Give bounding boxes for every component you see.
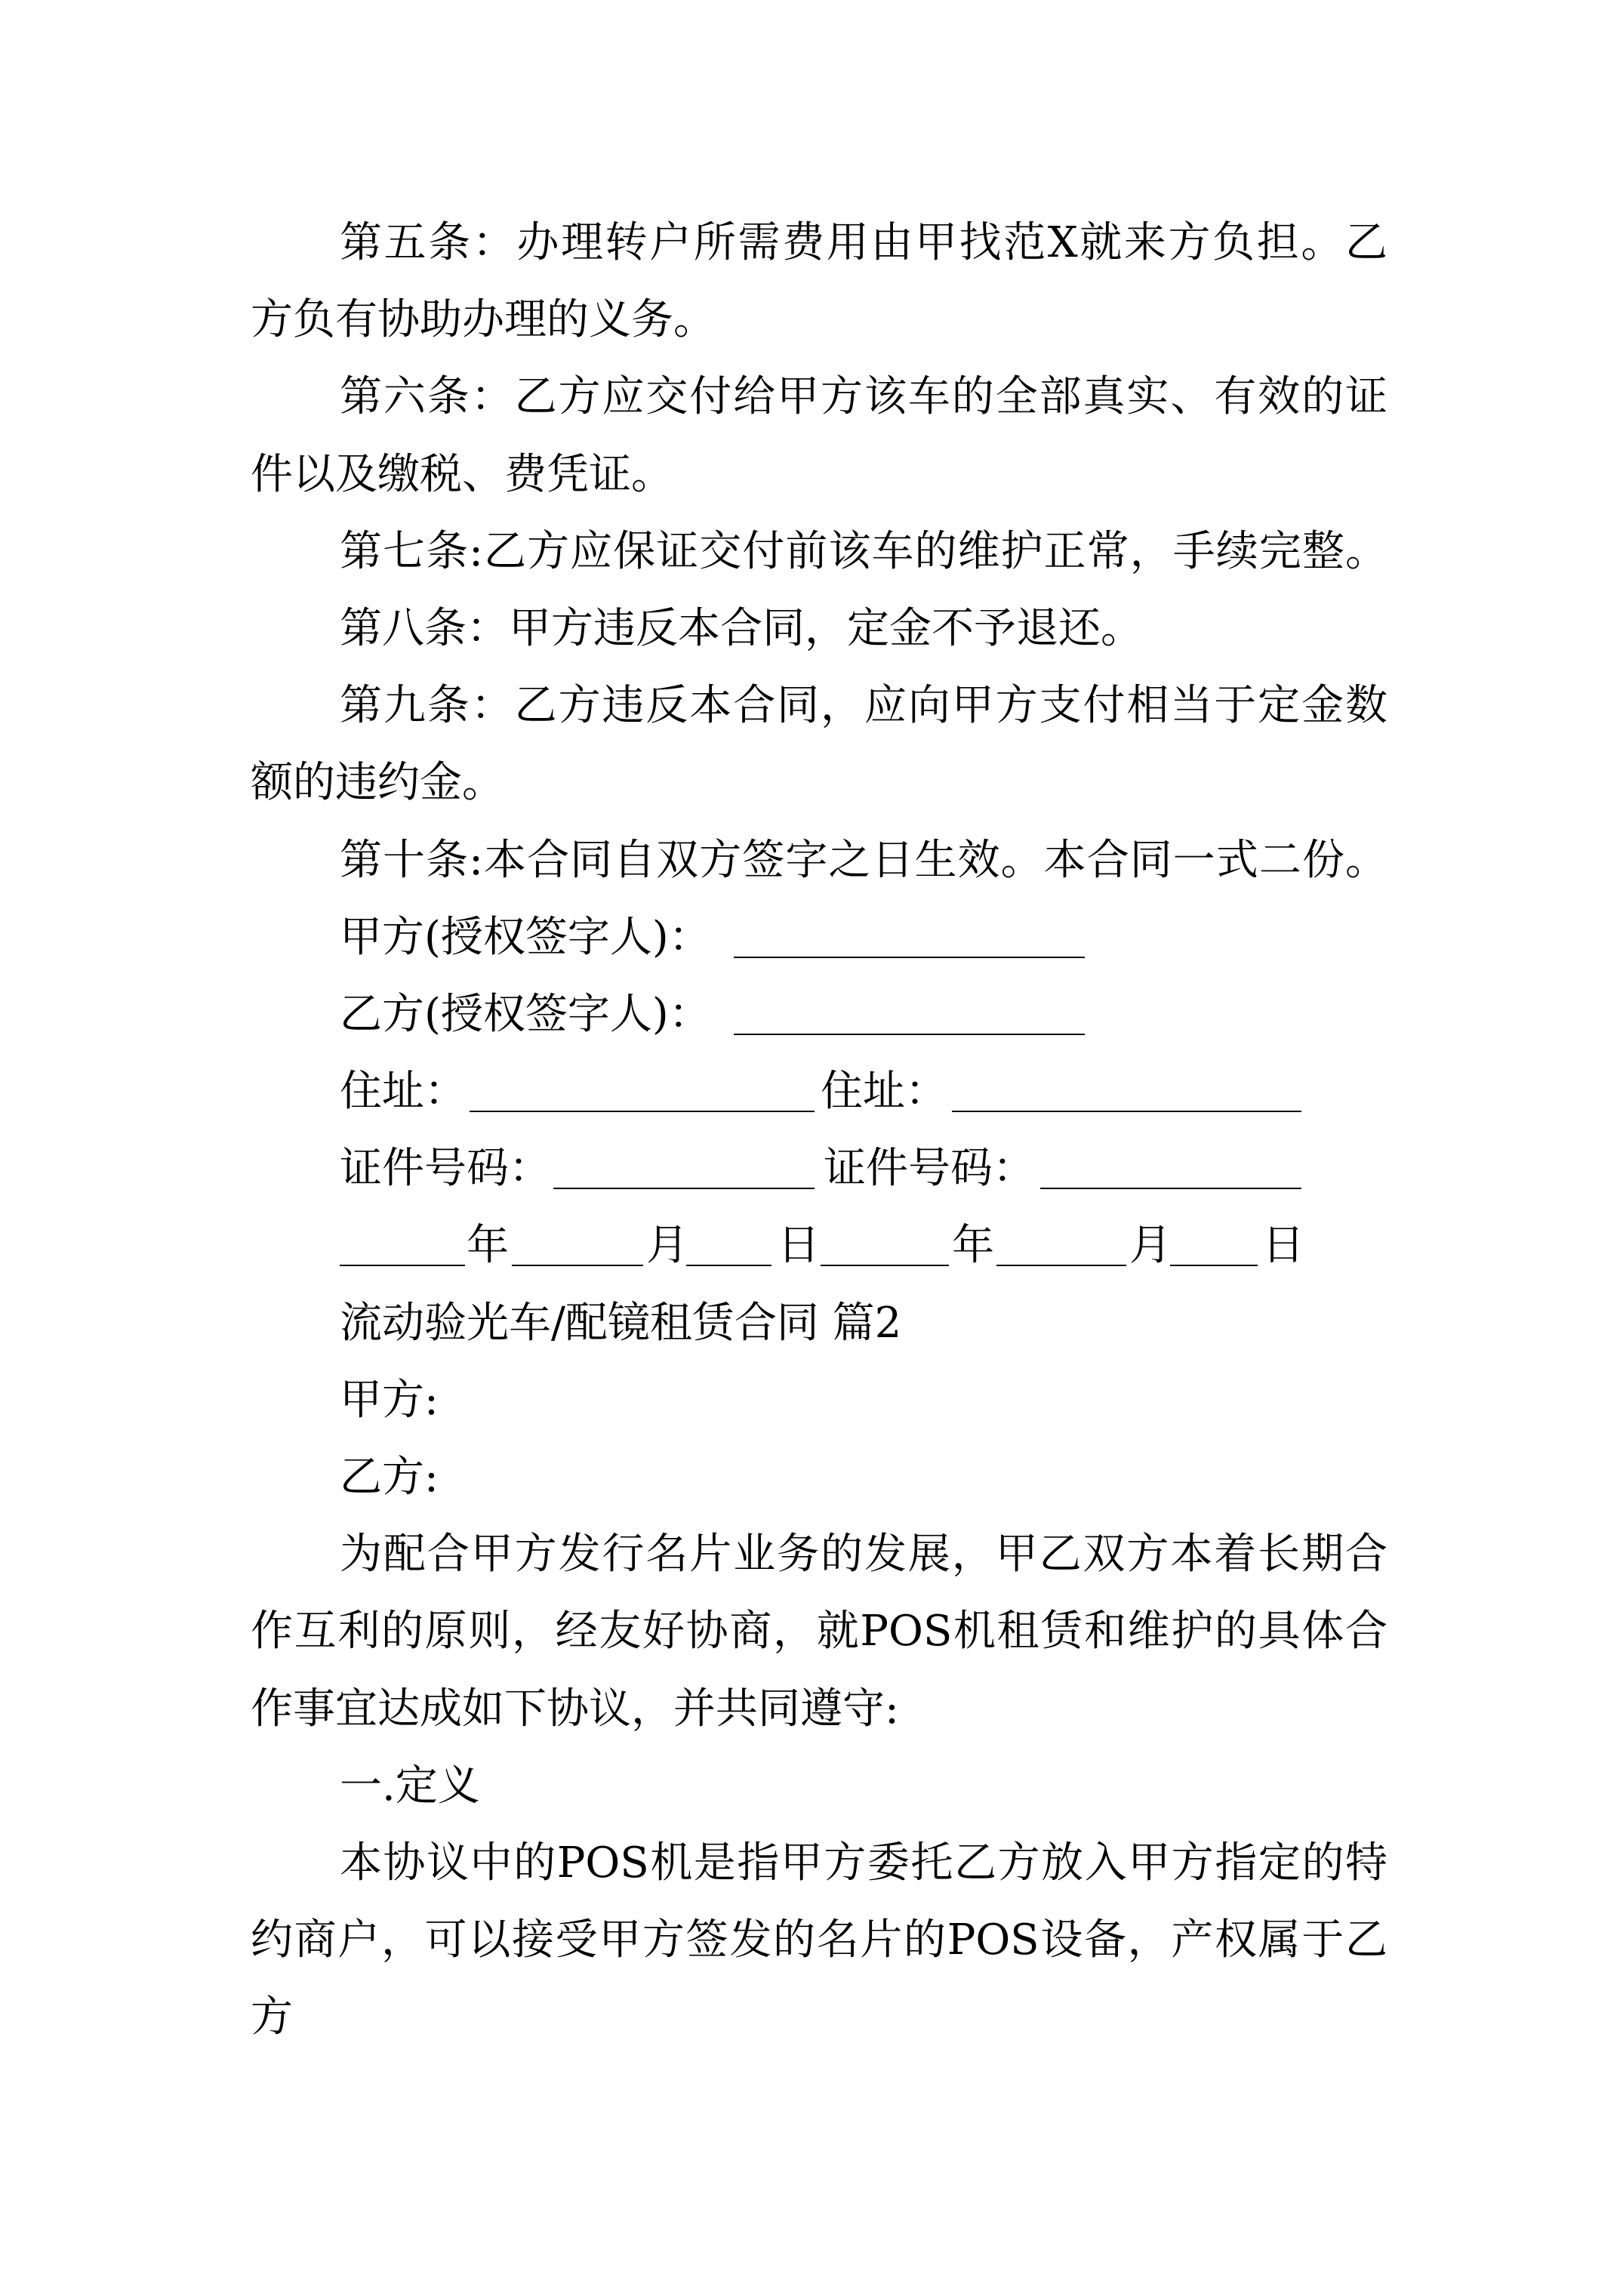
- definition-subheading: 一.定义: [340, 1761, 480, 1811]
- article-7-line-1: 第七条:乙方应保证交付前该车的维护正常，手续完整。: [340, 526, 1387, 576]
- party-b-year-label: 年: [952, 1221, 994, 1271]
- party-b-signature-label: 乙方(授权签字人)：: [340, 989, 711, 1039]
- section-2-heading: 流动验光车/配镜租赁合同 篇2: [340, 1298, 902, 1348]
- address-row: [251, 1053, 1387, 1130]
- article-6-line-1: 第六条：乙方应交付给甲方该车的全部真实、有效的证: [340, 372, 1387, 422]
- party-a-signature-label: 甲方(授权签字人)：: [340, 912, 711, 962]
- party-a-id-label: 证件号码：: [340, 1144, 551, 1194]
- party-b-signature-row: [251, 976, 1387, 1053]
- definition-line-3: 方: [251, 1992, 293, 2042]
- article-5-line-1: 第五条：办理转户所需费用由甲找范X就来方负担。乙: [340, 218, 1387, 267]
- intro-line-1: 为配合甲方发行名片业务的发展，甲乙双方本着长期合: [340, 1530, 1387, 1579]
- party-a-day-label: 日: [778, 1221, 820, 1271]
- article-6: [251, 359, 1387, 513]
- party-a-day-blank: [686, 1265, 771, 1266]
- party-b-month-blank: [996, 1265, 1126, 1266]
- party-a-year-label: 年: [467, 1221, 509, 1271]
- party-a-signature-row: [251, 899, 1387, 976]
- party-b-day-blank: [1170, 1265, 1258, 1266]
- document-body: [251, 205, 1387, 2057]
- section-2-party-b: 乙方:: [340, 1453, 439, 1502]
- article-8-line-1: 第八条：甲方违反本合同，定金不予退还。: [340, 603, 1143, 653]
- party-b-day-label: 日: [1262, 1221, 1304, 1271]
- article-7: [251, 513, 1387, 590]
- id-number-row: [251, 1130, 1387, 1207]
- definition-paragraph: [251, 1825, 1387, 2057]
- party-a-month-blank: [512, 1265, 643, 1266]
- section-2-intro: [251, 1516, 1387, 1748]
- intro-line-2: 作互利的原则，经友好协商，就POS机租赁和维护的具体合: [251, 1607, 1387, 1657]
- article-10: [251, 822, 1387, 899]
- date-row: [251, 1207, 1387, 1284]
- article-9-line-2: 额的违约金。: [251, 758, 504, 808]
- party-b-id-blank: [1040, 1188, 1301, 1189]
- party-a-month-label: 月: [646, 1221, 688, 1271]
- party-a-signature-blank: [734, 957, 1085, 958]
- party-b-address-blank: [952, 1111, 1301, 1112]
- party-a-id-blank: [553, 1188, 815, 1189]
- party-b-address-label: 住址：: [821, 1067, 947, 1117]
- definition-line-1: 本协议中的POS机是指甲方委托乙方放入甲方指定的特: [340, 1838, 1387, 1888]
- party-a-address-blank: [470, 1111, 815, 1112]
- party-a-year-blank: [340, 1265, 465, 1266]
- definition-line-2: 约商户，可以接受甲方签发的名片的POS设备，产权属于乙: [251, 1915, 1387, 1965]
- party-b-signature-blank: [734, 1034, 1085, 1035]
- article-6-line-2: 件以及缴税、费凭证。: [251, 449, 673, 499]
- article-8: [251, 590, 1387, 667]
- party-b-id-label: 证件号码：: [824, 1144, 1035, 1194]
- article-5: [251, 205, 1387, 359]
- article-9-line-1: 第九条：乙方违反本合同，应向甲方支付相当于定金数: [340, 681, 1387, 731]
- intro-line-3: 作事宜达成如下协议，并共同遵守:: [251, 1684, 899, 1734]
- article-9: [251, 667, 1387, 821]
- party-b-month-label: 月: [1129, 1221, 1172, 1271]
- section-2-party-a: 甲方:: [340, 1375, 439, 1425]
- party-b-year-blank: [821, 1265, 949, 1266]
- party-a-address-label: 住址：: [340, 1067, 467, 1117]
- article-10-line-1: 第十条:本合同自双方签字之日生效。本合同一式二份。: [340, 835, 1387, 885]
- article-5-line-2: 方负有协助办理的义务。: [251, 295, 716, 345]
